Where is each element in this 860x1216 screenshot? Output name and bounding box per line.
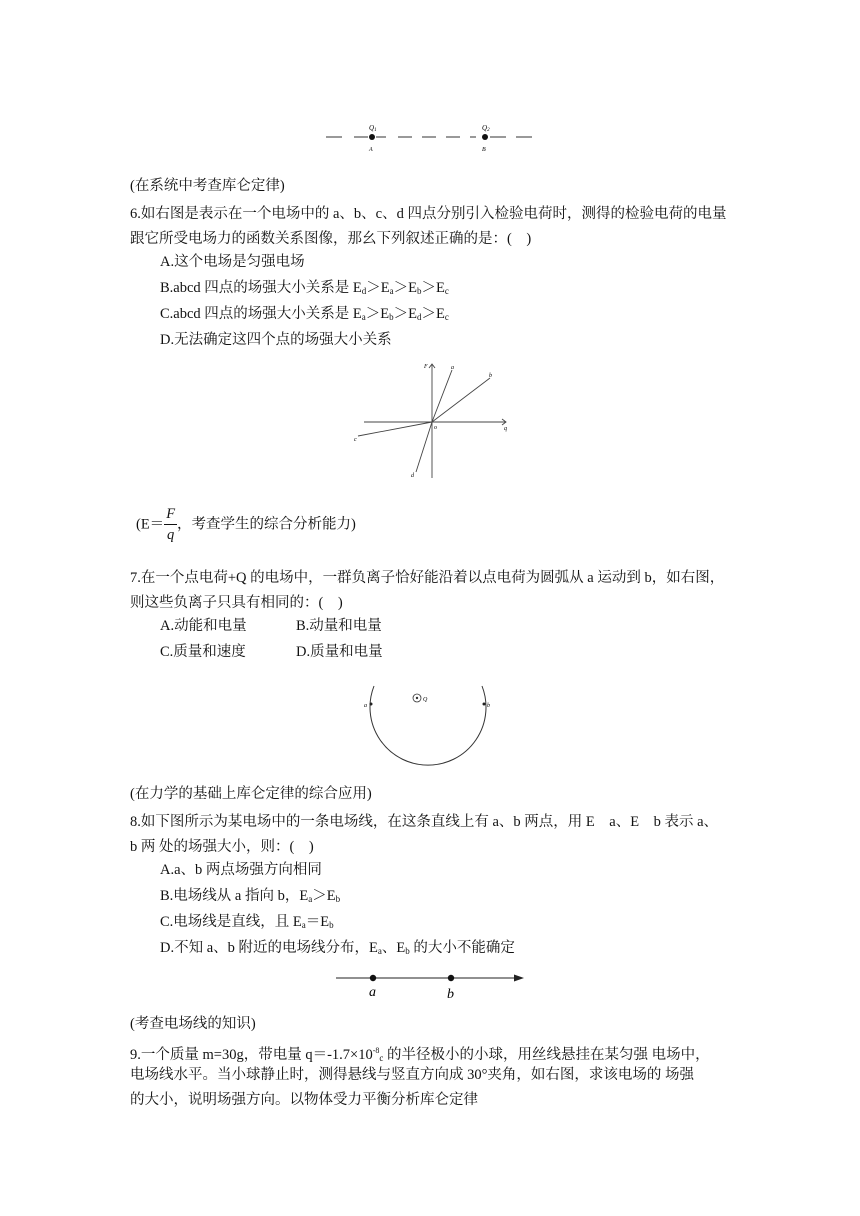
q8-stem-line-2: b 两 处的场强大小，则：( ) bbox=[130, 839, 314, 855]
arc-figure bbox=[360, 680, 500, 770]
q9-stem-line-3: 的大小，说明场强方向。以物体受力平衡分析库仑定律 bbox=[130, 1092, 478, 1108]
svg-text:a: a bbox=[369, 985, 376, 1000]
q8-stem-line-1: 8.如下图所示为某电场中的一条电场线，在这条直线上有 a、b 两点，用 E a、E b 表示 a、 bbox=[130, 814, 719, 830]
q6-stem: 6.如右图是表示在一个电场中的 a、b、c、d 四点分别引入检验电荷时，测得的检验电荷的电量 跟它所受电场力的函数关系图像，那幺下列叙述正确的是：( ) bbox=[130, 206, 727, 247]
svg-text:d: d bbox=[411, 473, 414, 479]
charge-q1-dot bbox=[369, 134, 375, 140]
q8-option-c: C.电场线是直线，且 $E_a=E_b$ bbox=[160, 914, 334, 930]
svg-text:c: c bbox=[354, 437, 357, 443]
q7-stem: 7.在一个点电荷+Q 的电场中，一群负离子恰好能沿着以点电荷为圆弧从 a 运动到 b，如右图，则这些负离子只具有相同的：( ) bbox=[130, 570, 725, 611]
charge-q2-dot bbox=[482, 134, 488, 140]
point-a-dot bbox=[370, 703, 373, 706]
svg-text:Q1: Q1 bbox=[369, 124, 377, 133]
two-charges-figure bbox=[320, 118, 540, 158]
svg-text:a: a bbox=[364, 703, 367, 709]
q8-option-a: A.a、b 两点场强方向相同 bbox=[160, 862, 322, 878]
svg-text:Q: Q bbox=[423, 697, 428, 703]
svg-text:A: A bbox=[369, 147, 373, 153]
line-d bbox=[416, 422, 432, 472]
point-b-dot bbox=[483, 703, 486, 706]
svg-text:b: b bbox=[447, 987, 454, 1002]
f-q-graph bbox=[348, 356, 518, 486]
point-a-dot bbox=[370, 975, 376, 981]
svg-text:q: q bbox=[504, 426, 507, 432]
field-line-figure bbox=[330, 966, 530, 1002]
q7-options-row-1: A.动能和电量 B.动量和电量 bbox=[160, 618, 382, 634]
svg-text:o: o bbox=[434, 425, 437, 431]
svg-text:Q2: Q2 bbox=[482, 124, 490, 133]
line-c bbox=[358, 422, 432, 436]
q7-options-row-2: C.质量和速度 D.质量和电量 bbox=[160, 644, 383, 660]
q6-option-b: B.abcd 四点的场强大小关系是 $E_d>E_a>E_b>E_c$ bbox=[160, 280, 449, 296]
svg-text:B: B bbox=[482, 147, 486, 153]
q9-stem-line-1: 9.一个质量 m=30g，带电量 $q=-1.7\times 10^{-8}_c$ 的半径极小的小球，用丝线悬挂在某匀强 电场中， bbox=[130, 1046, 710, 1063]
field-line-arrow bbox=[514, 975, 524, 982]
point-b-dot bbox=[448, 975, 454, 981]
note-field-lines: (考查电场线的知识) bbox=[130, 1016, 256, 1032]
svg-text:F: F bbox=[424, 364, 428, 370]
note-coulomb-system: (在系统中考查库仑定律) bbox=[130, 178, 285, 194]
note-mechanics-coulomb: (在力学的基础上库仑定律的综合应用) bbox=[130, 786, 372, 802]
q8-option-d: D.不知 a、b 附近的电场线分布，$E_a$、$E_b$ 的大小不能确定 bbox=[160, 940, 515, 956]
q6-option-c: C.abcd 四点的场强大小关系是 $E_a>E_b>E_d>E_c$ bbox=[160, 306, 449, 322]
q8-option-b: B.电场线从 a 指向 b，$E_a>E_b$ bbox=[160, 888, 341, 904]
note-field-definition: (E＝ $\frac{F}{q}$ ，考查学生的综合分析能力) bbox=[136, 506, 356, 543]
q9-stem-line-2: 电场线水平。当小球静止时，测得悬线与竖直方向成 30°夹角，如右图，求该电场的 场强 bbox=[130, 1067, 695, 1083]
svg-text:b: b bbox=[489, 373, 492, 379]
arc-path bbox=[370, 686, 486, 765]
svg-text:b: b bbox=[487, 703, 490, 709]
q6-option-d: D.无法确定这四个点的场强大小关系 bbox=[160, 332, 392, 348]
q6-option-a: A.这个电场是匀强电场 bbox=[160, 254, 305, 270]
svg-text:a: a bbox=[451, 365, 454, 371]
fraction-f-over-q: $\frac{F}{q}$ bbox=[166, 506, 176, 543]
